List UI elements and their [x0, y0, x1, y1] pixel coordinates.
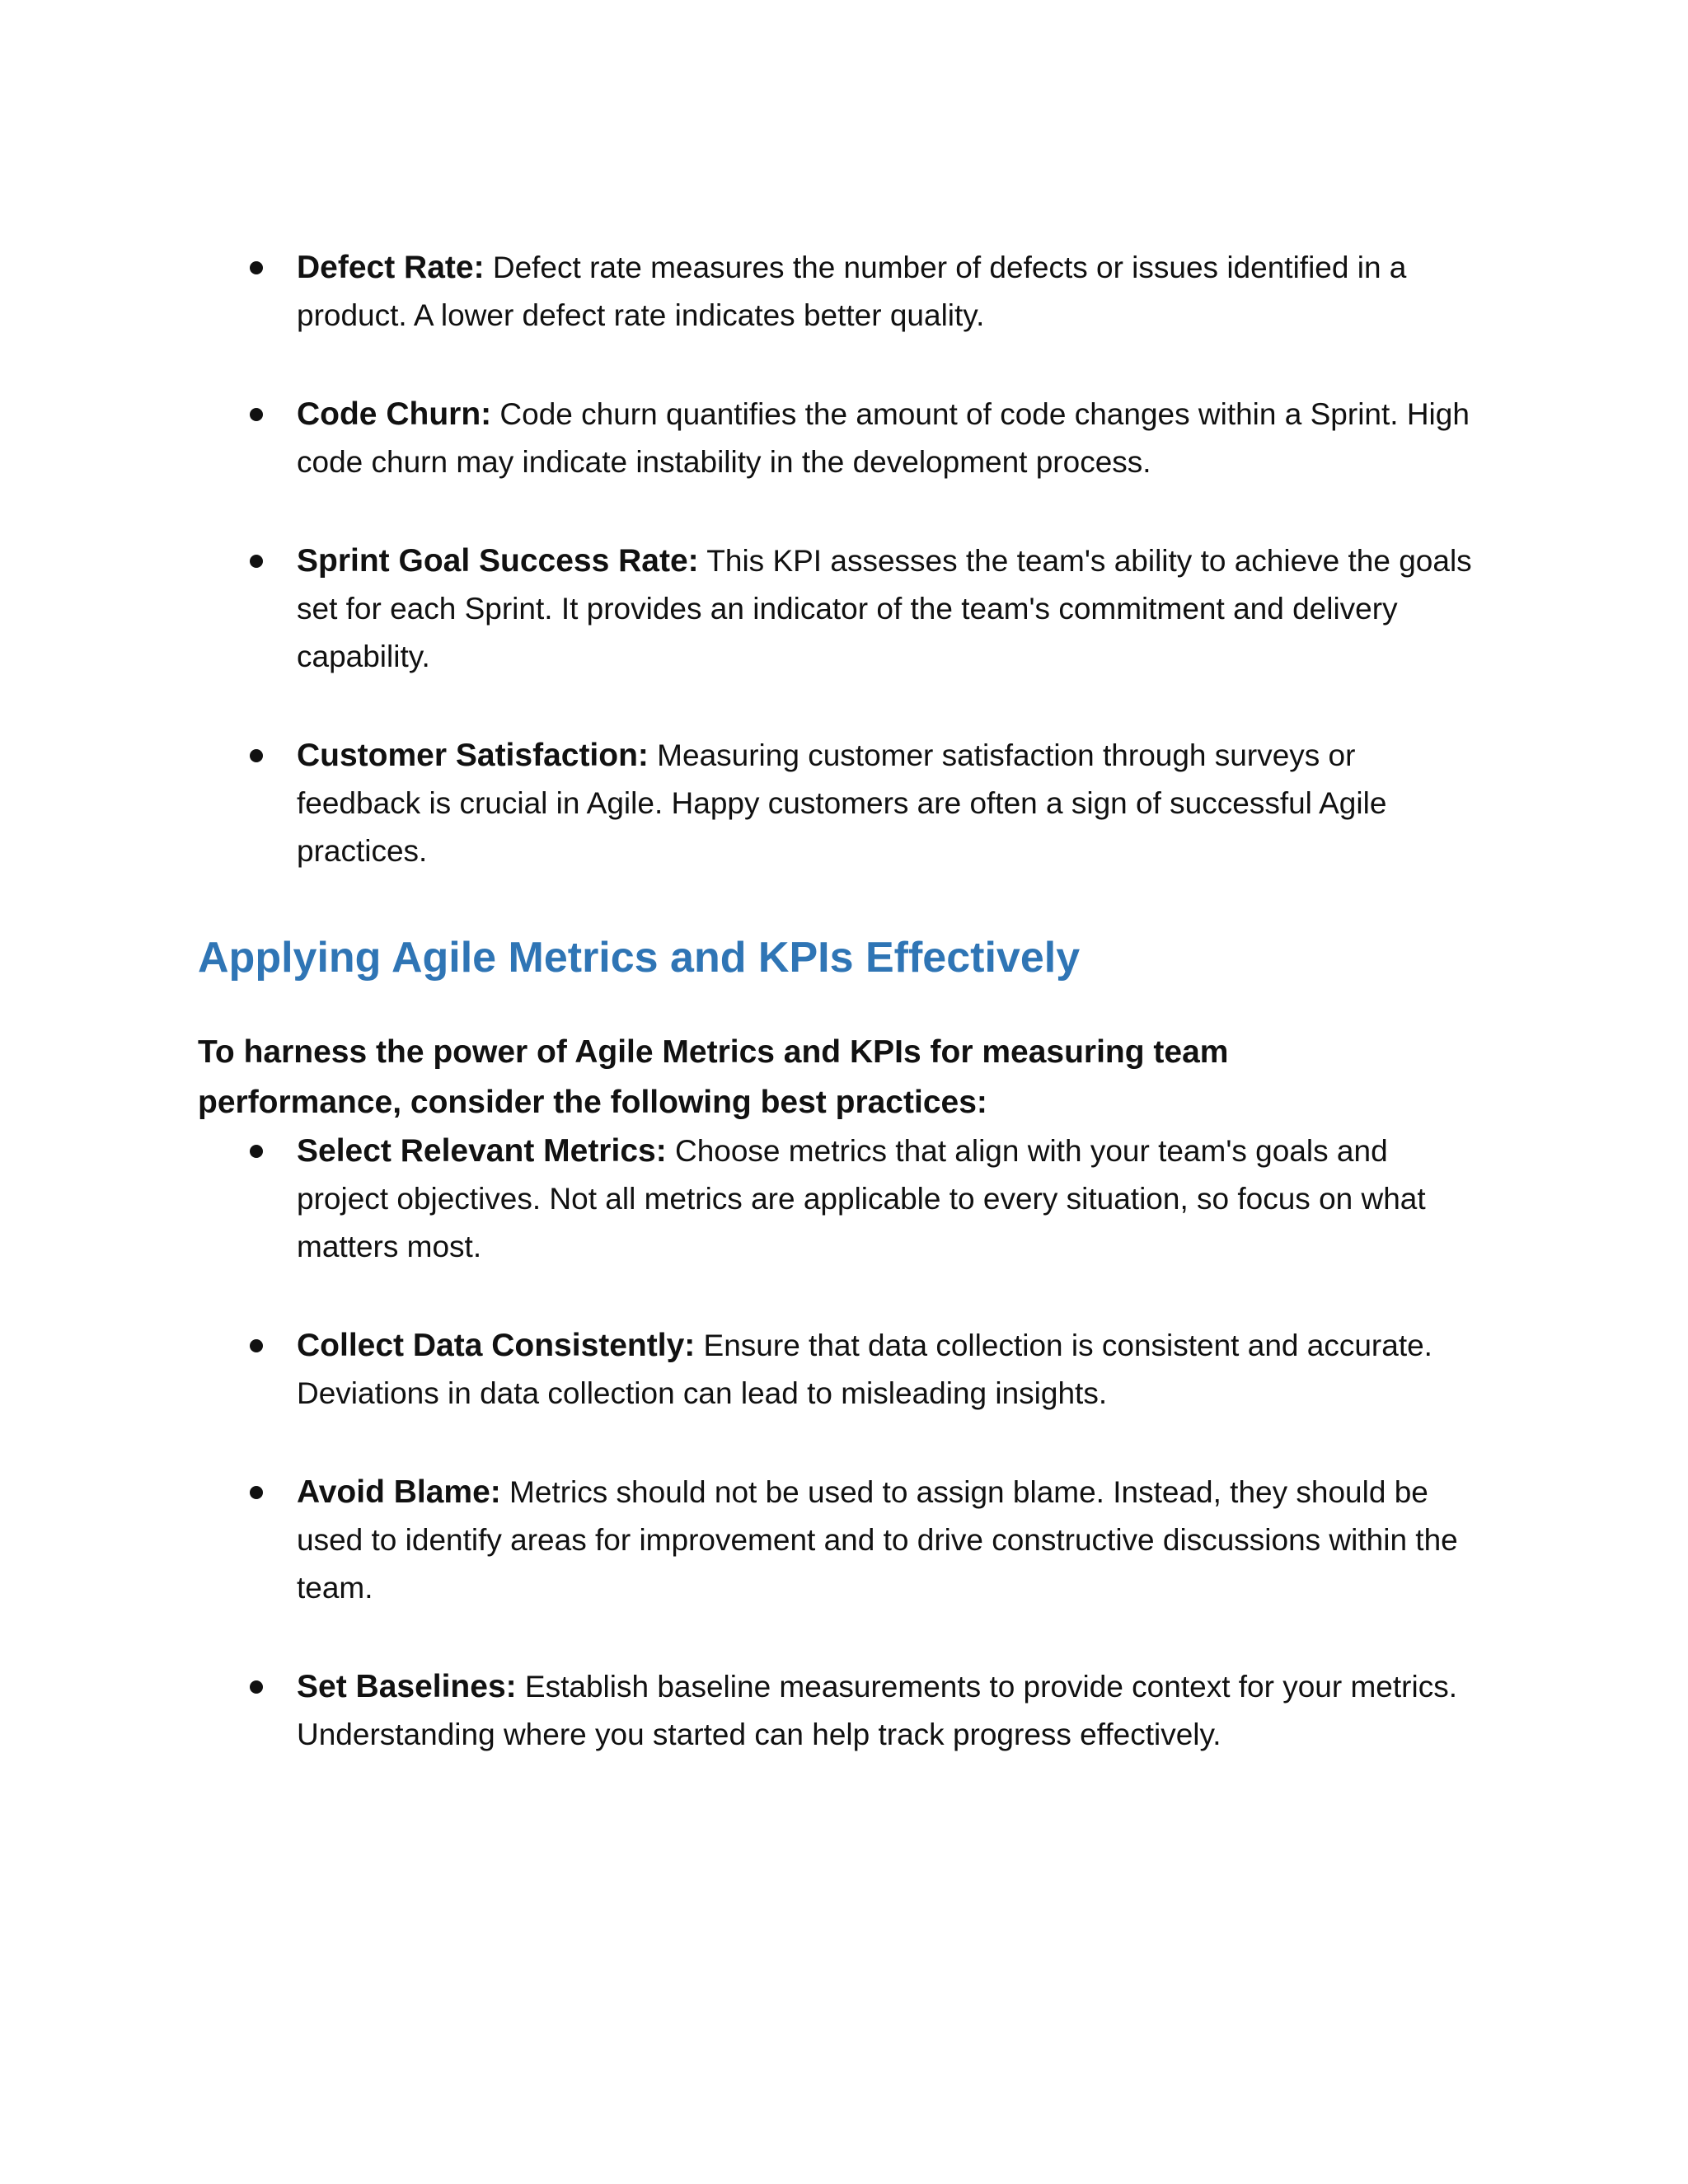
list-item-text: Metrics should not be used to assign blame. Instead, they should be used to identify areas for improvement and to drive constructive discussions within the team.: [297, 1475, 1458, 1605]
list-item-text: Measuring customer satisfaction through surveys or feedback is crucial in Agile. Happy customers are often a sign of successful Agile practices.: [297, 738, 1387, 868]
list-item-term: Code Churn:: [297, 396, 492, 432]
bullet-icon: [250, 1339, 263, 1352]
list-item-text: Choose metrics that align with your team's goals and project objectives. Not all metrics are applicable to every situation, so focus on what matters most.: [297, 1134, 1426, 1263]
list-item: [198, 1469, 1484, 1612]
list-item: [198, 1127, 1484, 1271]
list-item-text: Ensure that data collection is consistent and accurate. Deviations in data collection can lead to misleading insights.: [297, 1329, 1432, 1410]
bullet-icon: [250, 408, 263, 421]
bullet-icon: [250, 1680, 263, 1694]
bullet-icon: [250, 749, 263, 762]
bullet-icon: [250, 261, 263, 274]
list-item-term: Sprint Goal Success Rate:: [297, 543, 699, 579]
list-item: [198, 1663, 1484, 1759]
list-item-term: Defect Rate:: [297, 250, 485, 285]
list-item-term: Avoid Blame:: [297, 1474, 501, 1510]
list-item-term: Customer Satisfaction:: [297, 738, 649, 773]
best-practices-list: [198, 1127, 1484, 1759]
list-item-text: This KPI assesses the team's ability to achieve the goals set for each Sprint. It provides an indicator of the team's commitment and delivery capability.: [297, 544, 1472, 673]
page-content: [198, 244, 1484, 1759]
bullet-icon: [250, 1486, 263, 1499]
list-item-text: Establish baseline measurements to provide context for your metrics. Understanding where you started can help track progress effectively.: [297, 1670, 1457, 1751]
kpi-list: [198, 244, 1484, 875]
list-item-text: Defect rate measures the number of defects or issues identified in a product. A lower defect rate indicates better quality.: [297, 251, 1407, 332]
list-item: [198, 391, 1484, 486]
list-item-text: Code churn quantifies the amount of code changes within a Sprint. High code churn may indicate instability in the development process.: [297, 397, 1470, 479]
list-item-term: Collect Data Consistently:: [297, 1328, 696, 1363]
list-item: [198, 244, 1484, 340]
list-item-term: Set Baselines:: [297, 1669, 517, 1704]
section-heading: Applying Agile Metrics and KPIs Effectively: [198, 934, 1081, 982]
list-item: [198, 732, 1484, 875]
list-item: [198, 1322, 1484, 1418]
list-item-term: Select Relevant Metrics:: [297, 1133, 667, 1169]
bullet-icon: [250, 1145, 263, 1158]
list-item: [198, 537, 1484, 681]
section-intro: To harness the power of Agile Metrics and KPIs for measuring team performance, consider the following best practices:: [198, 1034, 1229, 1120]
bullet-icon: [250, 555, 263, 568]
